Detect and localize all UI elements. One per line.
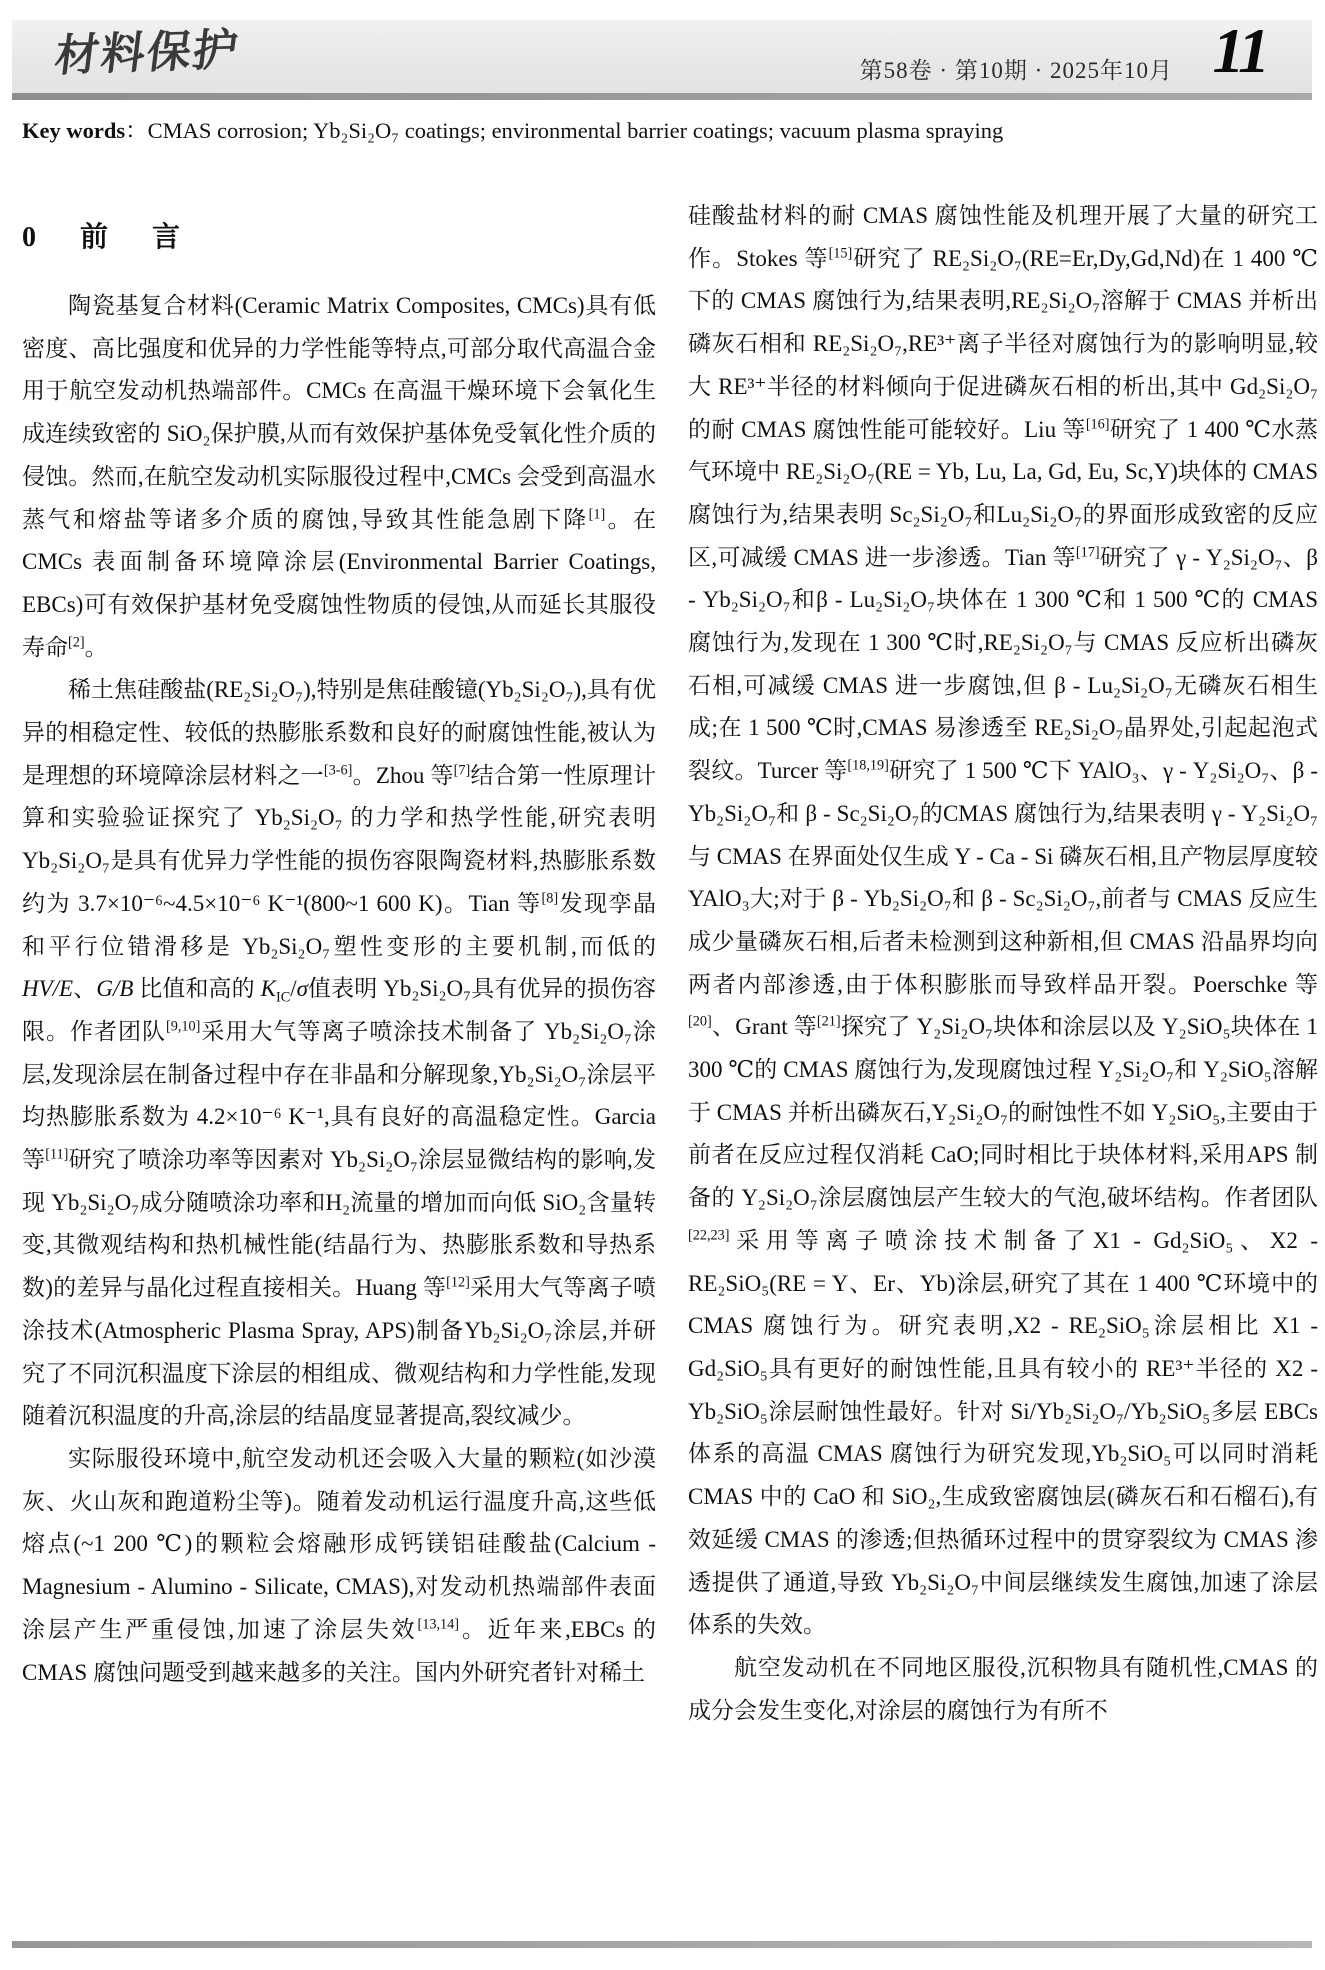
paragraph: 航空发动机在不同地区服役,沉积物具有随机性,CMAS 的成分会发生变化,对涂层的腐蚀行为有所不 [688, 1654, 1318, 1723]
section-heading: 0 前 言 [22, 222, 189, 253]
page-number: 11 [1212, 15, 1267, 86]
left-column [22, 195, 656, 1694]
paragraph: 稀土焦硅酸盐(RE₂Si₂O₇),特别是焦硅酸镱(Yb₂Si₂O₇),具有优异的相稳定性、较低的热膨胀系数和良好的耐腐蚀性能,被认为是理想的环境障涂层材料之一[3-6]。Zhou 等[7]结合第一性原理计算和实验验证探究了 Yb₂Si₂O₇ 的力学和热学性能,研究表明Yb₂Si₂O₇是具有优异力学性能的损伤容限陶瓷材料,热膨胀系数约为 3.7×10⁻⁶~4.5×10⁻⁶ K⁻¹(800~1 600 K)。Tian 等[8]发现孪晶和平行位错滑移是 Yb₂Si₂O₇塑性变形的主要机制,而低的 HV/E、G/B 比值和高的 $K_{IC}/\sigma$值表明 Yb₂Si₂O₇具有优异的损伤容限。作者团队[9,10]采用大气等离子喷涂技术制备了 Yb₂Si₂O₇涂层,发现涂层在制备过程中存在非晶和分解现象,Yb₂Si₂O₇涂层平均热膨胀系数为 4.2×10⁻⁶ K⁻¹,具有良好的高温稳定性。Garcia 等[11]研究了喷涂功率等因素对 Yb₂Si₂O₇涂层显微结构的影响,发现 Yb₂Si₂O₇成分随喷涂功率和H₂流量的增加而向低 SiO₂含量转变,其微观结构和热机械性能(结晶行为、热膨胀系数和导热系数)的差异与晶化过程直接相关。Huang 等[12]采用大气等离子喷涂技术(Atmospheric Plasma Spray, APS)制备Yb₂Si₂O₇涂层,并研究了不同沉积温度下涂层的相组成、微观结构和力学性能,发现随着沉积温度的升高,涂层的结晶度显著提高,裂纹减少。 [22, 677, 657, 1429]
header-rule [12, 93, 1312, 100]
keywords-text: ：CMAS corrosion; Yb₂Si₂O₇ coatings; environmental barrier coatings; vacuum plasma spraying [125, 118, 1004, 143]
keywords-label: Key words [22, 118, 126, 143]
issue-info: 第58卷 · 第10期 · 2025年10月 [859, 58, 1173, 83]
paragraph: 硅酸盐材料的耐 CMAS 腐蚀性能及机理开展了大量的研究工作。Stokes 等[15]研究了 RE₂Si₂O₇(RE=Er,Dy,Gd,Nd)在 1 400 ℃下的 CMAS 腐蚀行为,结果表明,RE₂Si₂O₇溶解于 CMAS 并析出磷灰石相和 RE₂Si₂O₇,RE³⁺离子半径对腐蚀行为的影响明显,较大 RE³⁺半径的材料倾向于促进磷灰石相的析出,其中 Gd₂Si₂O₇的耐 CMAS 腐蚀性能可能较好。Liu 等[16]研究了 1 400 ℃水蒸气环境中 RE₂Si₂O₇(RE = Yb, Lu, La, Gd, Eu, Sc,Y)块体的 CMAS 腐蚀行为,结果表明 Sc₂Si₂O₇和Lu₂Si₂O₇的界面形成致密的反应区,可减缓 CMAS 进一步渗透。Tian 等[17]研究了 γ - Y₂Si₂O₇、β - Yb₂Si₂O₇和β - Lu₂Si₂O₇块体在 1 300 ℃和 1 500 ℃的 CMAS 腐蚀行为,发现在 1 300 ℃时,RE₂Si₂O₇与 CMAS 反应析出磷灰石相,可减缓 CMAS 进一步腐蚀,但 β - Lu₂Si₂O₇无磷灰石相生成;在 1 500 ℃时,CMAS 易渗透至 RE₂Si₂O₇晶界处,引起起泡式裂纹。Turcer 等[18,19]研究了 1 500 ℃下 YAlO₃、γ - Y₂Si₂O₇、β - Yb₂Si₂O₇和 β - Sc₂Si₂O₇的CMAS 腐蚀行为,结果表明 γ - Y₂Si₂O₇与 CMAS 在界面处仅生成 Y - Ca - Si 磷灰石相,且产物层厚度较 YAlO₃大;对于 β - Yb₂Si₂O₇和 β - Sc₂Si₂O₇,前者与 CMAS 反应生成少量磷灰石相,后者未检测到这种新相,但 CMAS 沿晶界均向两者内部渗透,由于体积膨胀而导致样品开裂。Poerschke 等[20]、Grant 等[21]探究了 Y₂Si₂O₇块体和涂层以及 Y₂SiO₅块体在 1 300 ℃的 CMAS 腐蚀行为,发现腐蚀过程 Y₂Si₂O₇和 Y₂SiO₅溶解于 CMAS 并析出磷灰石,Y₂Si₂O₇的耐蚀性不如 Y₂SiO₅,主要由于前者在反应过程仅消耗 CaO;同时相比于块体材料,采用APS 制备的 Y₂Si₂O₇涂层腐蚀层产生较大的气泡,破坏结构。作者团队[22,23]采用等离子喷涂技术制备了X1 - Gd₂SiO₅、X2 - RE₂SiO₅(RE = Y、Er、Yb)涂层,研究了其在 1 400 ℃环境中的 CMAS 腐蚀行为。研究表明,X2 - RE₂SiO₅涂层相比 X1 - Gd₂SiO₅具有更好的耐蚀性能,且具有较小的 RE³⁺半径的 X2 - Yb₂SiO₅涂层耐蚀性最好。针对 Si/Yb₂Si₂O₇/Yb₂SiO₅多层 EBCs 体系的高温 CMAS 腐蚀行为研究发现,Yb₂SiO₅可以同时消耗CMAS 中的 CaO 和 SiO₂,生成致密腐蚀层(磷灰石和石榴石),有效延缓 CMAS 的渗透;但热循环过程中的贯穿裂纹为 CMAS 渗透提供了通道,导致 Yb₂Si₂O₇中间层继续发生腐蚀,加速了涂层体系的失效。 [688, 203, 1318, 1638]
journal-logo: 材料保护 [52, 25, 243, 81]
paragraph: 陶瓷基复合材料(Ceramic Matrix Composites, CMCs)具有低密度、高比强度和优异的力学性能等特点,可部分取代高温合金用于航空发动机热端部件。CMCs 在高温干燥环境下会氧化生成连续致密的 SiO₂保护膜,从而有效保护基体免受氧化性介质的侵蚀。然而,在航空发动机实际服役过程中,CMCs 会受到高温水蒸气和熔盐等诸多介质的腐蚀,导致其性能急剧下降[1]。在 CMCs 表面制备环境障涂层(Environmental Barrier Coatings, EBCs)可有效保护基材免受腐蚀性物质的侵蚀,从而延长其服役寿命[2]。 [22, 293, 657, 660]
paragraph: 实际服役环境中,航空发动机还会吸入大量的颗粒(如沙漠灰、火山灰和跑道粉尘等)。随着发动机运行温度升高,这些低熔点(~1 200 ℃)的颗粒会熔融形成钙镁铝硅酸盐(Calcium - Magnesium - Alumino - Silicate, CMAS),对发动机热端部件表面涂层产生严重侵蚀,加速了涂层失效[13,14]。近年来,EBCs 的 CMAS 腐蚀问题受到越来越多的关注。国内外研究者针对稀土 [22, 1445, 657, 1685]
footer-rule [12, 1941, 1312, 1948]
keywords-line [22, 116, 1318, 146]
right-column [688, 195, 1318, 1732]
